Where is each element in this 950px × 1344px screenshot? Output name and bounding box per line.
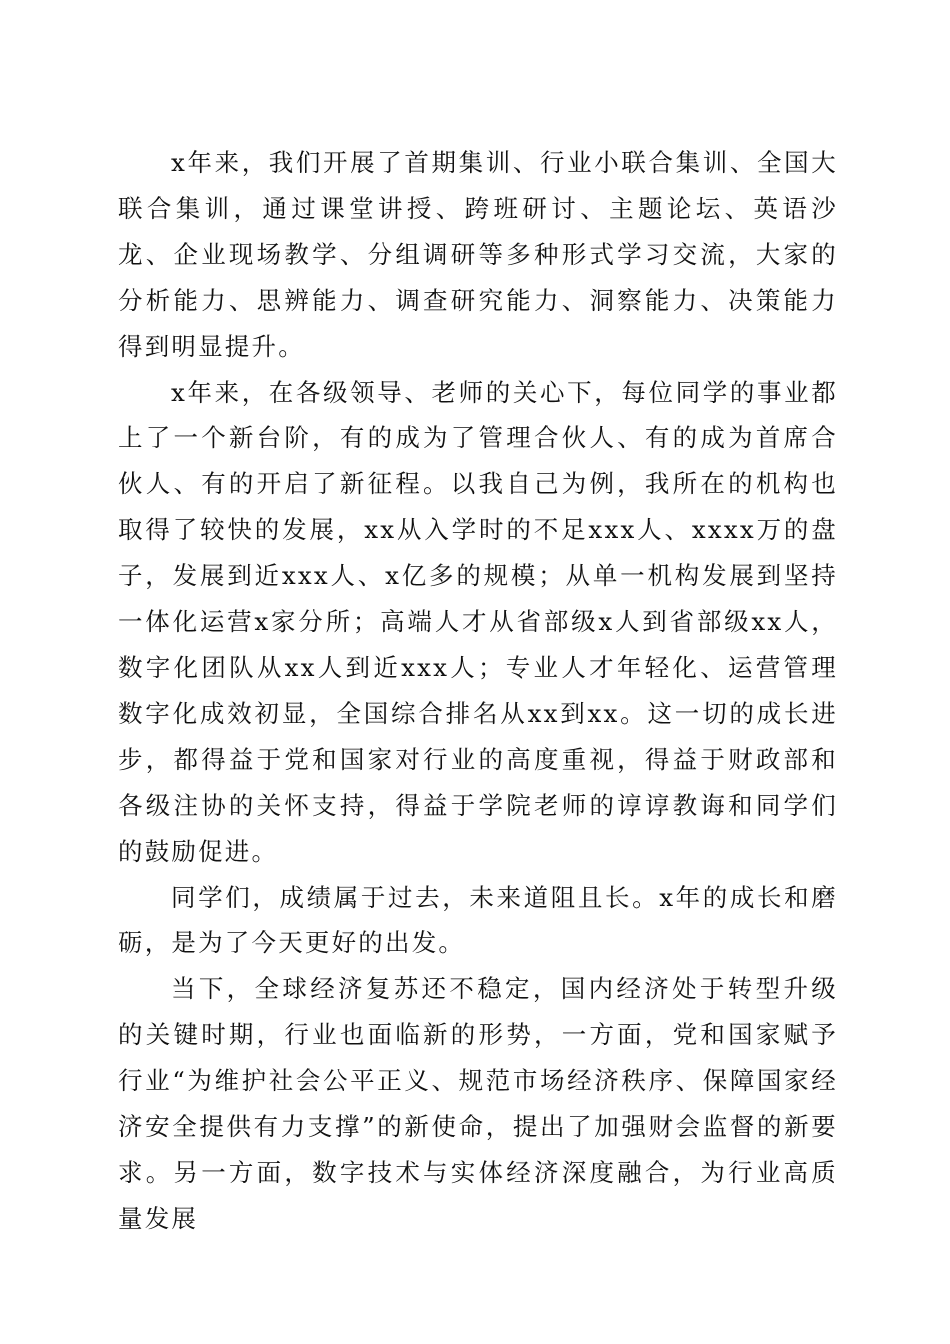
paragraph-1: x年来，我们开展了首期集训、行业小联合集训、全国大联合集训，通过课堂讲授、跨班研讨、主题论坛、英语沙龙、企业现场教学、分组调研等多种形式学习交流，大家的分析能力、思辨能力、调查研究能力、洞察能力、决策能力得到明显提升。 — [118, 148, 838, 361]
paragraph-2: x年来，在各级领导、老师的关心下，每位同学的事业都上了一个新台阶，有的成为了管理合伙人、有的成为首席合伙人、有的开启了新征程。以我自己为例，我所在的机构也取得了较快的发展，xx从入学时的不足xxx人、xxxx万的盘子，发展到近xxx人、x亿多的规模；从单一机构发展到坚持一体化运营x家分所；高端人才从省部级x人到省部级xx人，数字化团队从xx人到近xxx人；专业人才年轻化、运营管理数字化成效初显，全国综合排名从xx到xx。这一切的成长进步，都得益于党和国家对行业的高度重视，得益于财政部和各级注协的关怀支持，得益于学院老师的谆谆教诲和同学们的鼓励促进。 — [118, 377, 838, 866]
paragraph-3: 同学们，成绩属于过去，未来道阻且长。x年的成长和磨砺，是为了今天更好的出发。 — [118, 882, 838, 958]
paragraph-4: 当下，全球经济复苏还不稳定，国内经济处于转型升级的关键时期，行业也面临新的形势，一方面，党和国家赋予行业“为维护社会公平正义、规范市场经济秩序、保障国家经济安全提供有力支撑”的新使命，提出了加强财会监督的新要求。另一方面，数字技术与实体经济深度融合，为行业高质量发展 — [118, 974, 838, 1233]
body-text — [118, 140, 838, 1242]
